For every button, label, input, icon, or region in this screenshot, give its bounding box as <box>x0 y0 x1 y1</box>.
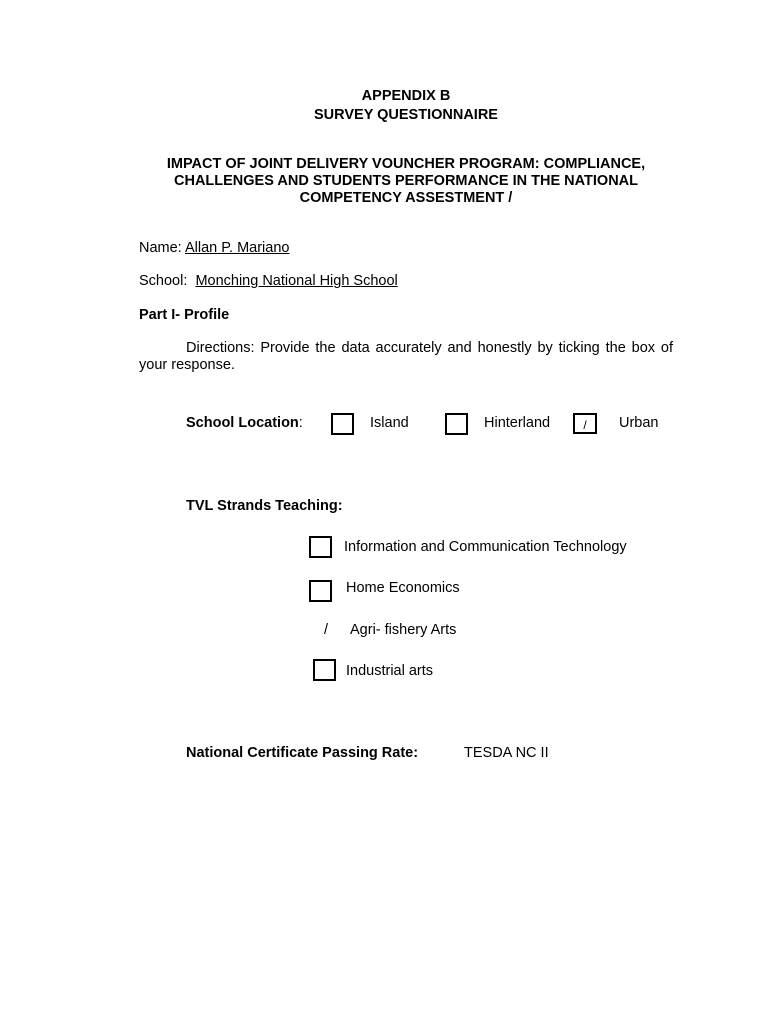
strand-home-economics-checkbox[interactable] <box>309 580 332 602</box>
title-line-2: CHALLENGES AND STUDENTS PERFORMANCE IN THE NATIONAL <box>174 173 638 189</box>
survey-heading: SURVEY QUESTIONNAIRE <box>314 107 498 123</box>
directions-text <box>139 340 673 374</box>
strand-industrial-checkbox[interactable] <box>313 659 336 681</box>
strand-industrial-label: Industrial arts <box>346 663 434 679</box>
location-colon: : <box>298 415 303 431</box>
location-urban-label: Urban <box>619 415 659 431</box>
title-line-1: IMPACT OF JOINT DELIVERY VOUNCHER PROGRAM: COMPLIANCE, <box>166 156 646 172</box>
strands-label: TVL Strands Teaching: <box>186 498 343 514</box>
name-label: Name: <box>139 240 182 256</box>
appendix-heading: APPENDIX B <box>361 88 451 104</box>
location-label: School Location <box>186 415 299 431</box>
directions-body: Directions: Provide the data accurately and honestly by ticking the box of your response. <box>139 340 673 373</box>
strand-agri-label: Agri- fishery Arts <box>350 622 457 638</box>
location-urban-check-mark: / <box>583 418 587 432</box>
name-row <box>139 240 289 256</box>
strand-ict-checkbox[interactable] <box>309 536 332 558</box>
location-urban-checkbox[interactable] <box>573 413 597 434</box>
school-row <box>139 273 398 289</box>
location-island-checkbox[interactable] <box>331 413 354 435</box>
certificate-value: TESDA NC II <box>464 745 549 761</box>
strand-ict-label: Information and Communication Technology <box>344 539 627 555</box>
part1-heading: Part I- Profile <box>139 307 230 323</box>
location-label-row <box>186 415 303 431</box>
location-hinterland-label: Hinterland <box>484 415 551 431</box>
strand-agri-check-mark: / <box>324 622 329 638</box>
certificate-label: National Certificate Passing Rate: <box>186 745 419 761</box>
name-value: Allan P. Mariano <box>184 240 290 256</box>
location-hinterland-checkbox[interactable] <box>445 413 468 435</box>
school-value: Monching National High School <box>195 273 398 289</box>
school-label: School: <box>139 273 188 289</box>
location-island-label: Island <box>370 415 409 431</box>
title-line-3: COMPETENCY ASSESTMENT / <box>299 190 513 206</box>
strand-home-economics-label: Home Economics <box>346 580 460 596</box>
